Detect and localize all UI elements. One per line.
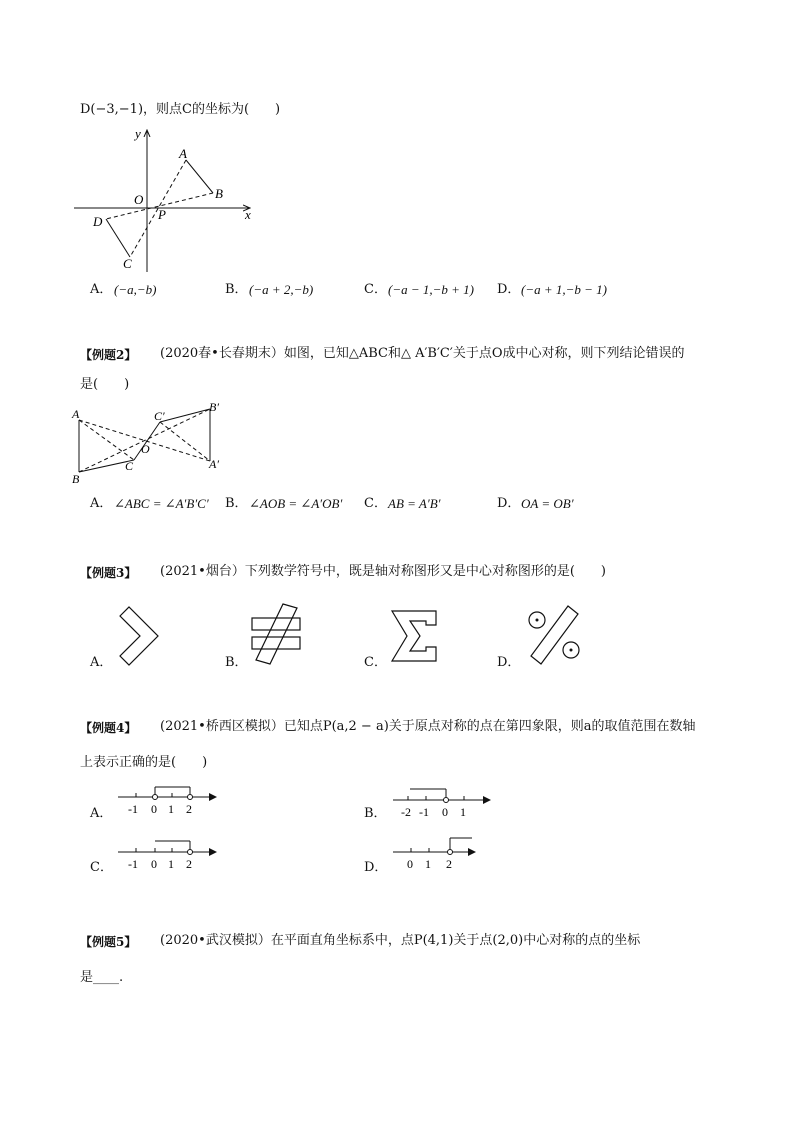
option-text: (−a + 1,−b − 1) — [521, 282, 607, 297]
q2-line2: 是( ) — [80, 377, 130, 392]
label-o: O — [141, 442, 150, 456]
q4-option-a[interactable]: A． — [90, 806, 113, 821]
option-letter: A． — [90, 282, 113, 297]
label-a-prime: A′ — [209, 457, 219, 471]
option-text: (−a − 1,−b + 1) — [388, 282, 474, 297]
option-text: (−a,−b) — [114, 282, 157, 297]
label-b-prime: B′ — [209, 400, 219, 414]
tick-label: -2 — [401, 805, 411, 819]
option-letter: D． — [497, 282, 521, 297]
q3-option-a[interactable]: A． — [90, 655, 113, 670]
number-line-b — [393, 789, 490, 819]
number-line-d — [393, 838, 475, 871]
option-text: ∠AOB = ∠A′OB′ — [249, 496, 343, 511]
option-letter: A． — [90, 496, 113, 511]
q4-option-b[interactable]: B． — [364, 806, 387, 821]
option-text: AB = A′B′ — [388, 496, 441, 511]
option-letter: B． — [225, 282, 248, 297]
label-d: D — [93, 214, 103, 229]
option-letter: B． — [225, 496, 248, 511]
label-c: C — [123, 256, 132, 271]
label-c-prime: C′ — [154, 409, 165, 423]
label-o: O — [134, 192, 144, 207]
q4-line2: 上表示正确的是( ) — [80, 755, 208, 770]
label-a: A — [72, 407, 80, 421]
q4-tag: 【例题4】 — [80, 721, 137, 735]
tick-label: 0 — [407, 857, 413, 871]
tick-label: 0 — [442, 805, 448, 819]
q5-line1: (2020•武汉模拟）在平面直角坐标系中，点P(4,1)关于点(2,0)中心对称的点的坐标 — [160, 933, 641, 948]
tick-label: 2 — [446, 857, 452, 871]
tick-label: 1 — [425, 857, 431, 871]
q1-stem: D(−3,−1)，则点C的坐标为( ) — [80, 102, 281, 117]
label-b: B — [72, 472, 80, 486]
tick-label: 1 — [168, 802, 174, 816]
label-y: y — [135, 126, 141, 141]
tick-label: -1 — [128, 802, 138, 816]
tick-label: 0 — [151, 857, 157, 871]
q2-line1: (2020春•长春期末）如图，已知△ABC和△ A′B′C′关于点O成中心对称，则下列结论错误的 — [160, 346, 685, 361]
label-c: C — [125, 459, 134, 473]
label-p: P — [158, 207, 166, 222]
tick-label: 1 — [460, 805, 466, 819]
tick-label: 2 — [186, 857, 192, 871]
q5-tag: 【例题5】 — [80, 935, 137, 949]
q5-line2: 是____. — [80, 970, 124, 985]
option-text: OA = OB′ — [521, 496, 574, 511]
tick-label: -1 — [128, 857, 138, 871]
label-a: A — [179, 146, 187, 161]
q3-tag: 【例题3】 — [80, 566, 137, 580]
number-line-a — [118, 787, 216, 816]
option-letter: C． — [364, 496, 387, 511]
q2-tag: 【例题2】 — [80, 348, 137, 362]
q3-option-b[interactable]: B． — [225, 655, 248, 670]
tick-label: 2 — [186, 802, 192, 816]
q3-option-d[interactable]: D． — [497, 655, 521, 670]
tick-label: -1 — [419, 805, 429, 819]
option-text: ∠ABC = ∠A′B′C′ — [114, 496, 209, 511]
label-x: x — [245, 207, 251, 222]
option-letter: C． — [364, 282, 387, 297]
number-line-c — [118, 841, 216, 871]
q4-option-c[interactable]: C． — [90, 860, 113, 875]
q4-line1: (2021•桥西区模拟）已知点P(a,2 − a)关于原点对称的点在第四象限，则a的取值范围在数轴 — [160, 719, 696, 734]
option-letter: D． — [497, 496, 521, 511]
q3-option-c[interactable]: C． — [364, 655, 387, 670]
q4-option-d[interactable]: D． — [364, 860, 388, 875]
option-text: (−a + 2,−b) — [249, 282, 314, 297]
label-b: B — [215, 186, 223, 201]
q3-line1: (2021•烟台）下列数学符号中，既是轴对称图形又是中心对称图形的是( ) — [160, 564, 606, 579]
tick-label: 1 — [168, 857, 174, 871]
tick-label: 0 — [151, 802, 157, 816]
